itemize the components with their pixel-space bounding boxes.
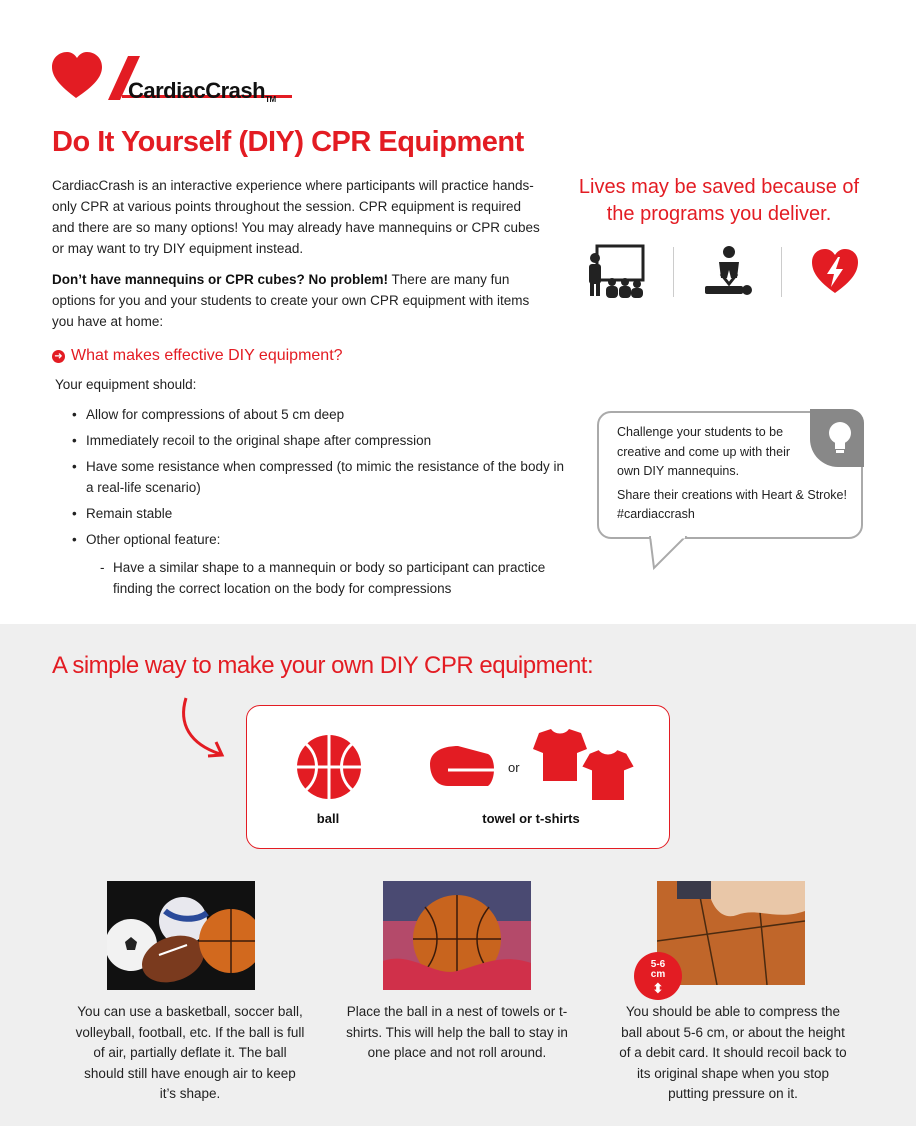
section-heading: A simple way to make your own DIY CPR equipment: (52, 652, 594, 679)
icons-row (585, 244, 860, 300)
list-item: • Allow for compressions of about 5 cm deep (72, 404, 572, 425)
or-label: or (508, 760, 520, 775)
question-heading: ➜ What makes effective DIY equipment? (52, 347, 343, 365)
depth-badge: 5-6 cm ⬍ (634, 952, 682, 1000)
challenge-text: Challenge your students to be creative and come up with their own DIY mannequins. Share their creations with Heart & Stroke! #cardiaccrash (617, 425, 847, 521)
basketball-icon (296, 734, 362, 800)
towel-icon (428, 744, 498, 788)
up-down-arrow-icon: ⬍ (652, 980, 664, 996)
requirements-list (72, 404, 572, 555)
list-item: • Other optional feature: (72, 529, 572, 550)
brand-name: CardiacCrashTM (128, 78, 276, 104)
should-label: Your equipment should: (55, 377, 197, 392)
intro-paragraph-2: Don’t have mannequins or CPR cubes? No problem! There are many fun options for you and your students to create your own CPR equipment with items you have at home: (52, 272, 530, 329)
list-item: • Remain stable (72, 503, 572, 524)
sports-balls-photo (107, 881, 255, 990)
cpr-person-icon (703, 244, 753, 300)
tshirts-icon (525, 729, 641, 805)
towel-label: towel or t-shirts (482, 811, 580, 826)
bubble-tail (646, 536, 690, 572)
caption-compress: You should be able to compress the ball about 5-6 cm, or about the height of a debit card. It should recoil back to its original shape when you stop putting pressure on it. (619, 1004, 847, 1101)
heart-defib-icon (810, 247, 860, 297)
caption-balls: You can use a basketball, soccer ball, volleyball, football, etc. If the ball is full of air, partially deflate it. The ball should still have enough air to keep it’s shape. (75, 1004, 305, 1101)
divider (673, 247, 674, 297)
intro-paragraph-1: CardiacCrash is an interactive experience where participants will practice hands-only CPR at various points throughout the session. CPR equipment is required and there are so many options! You may already have mannequins or CPR cubes or may want to try DIY equipment instead. (52, 178, 540, 256)
list-item: • Have some resistance when compressed (to mimic the resistance of the body in a real-life scenario) (72, 456, 572, 498)
lives-saved-heading: Lives may be saved because of the programs you deliver. (578, 176, 860, 225)
page-title: Do It Yourself (DIY) CPR Equipment (52, 126, 524, 158)
arrow-right-circle-icon: ➜ (52, 350, 65, 363)
classroom-icon (585, 244, 645, 300)
ball-label: ball (316, 811, 340, 826)
intro-text (52, 175, 542, 342)
divider (781, 247, 782, 297)
sub-list-item: - Have a similar shape to a mannequin or body so participant can practice finding the correct location on the body for compressions (100, 557, 570, 599)
ball-in-towels-photo (383, 881, 531, 990)
list-item: • Immediately recoil to the original shape after compression (72, 430, 572, 451)
caption-towels: Place the ball in a nest of towels or t-shirts. This will help the ball to stay in one place and not roll around. (346, 1004, 568, 1060)
curved-arrow-icon (176, 694, 232, 764)
